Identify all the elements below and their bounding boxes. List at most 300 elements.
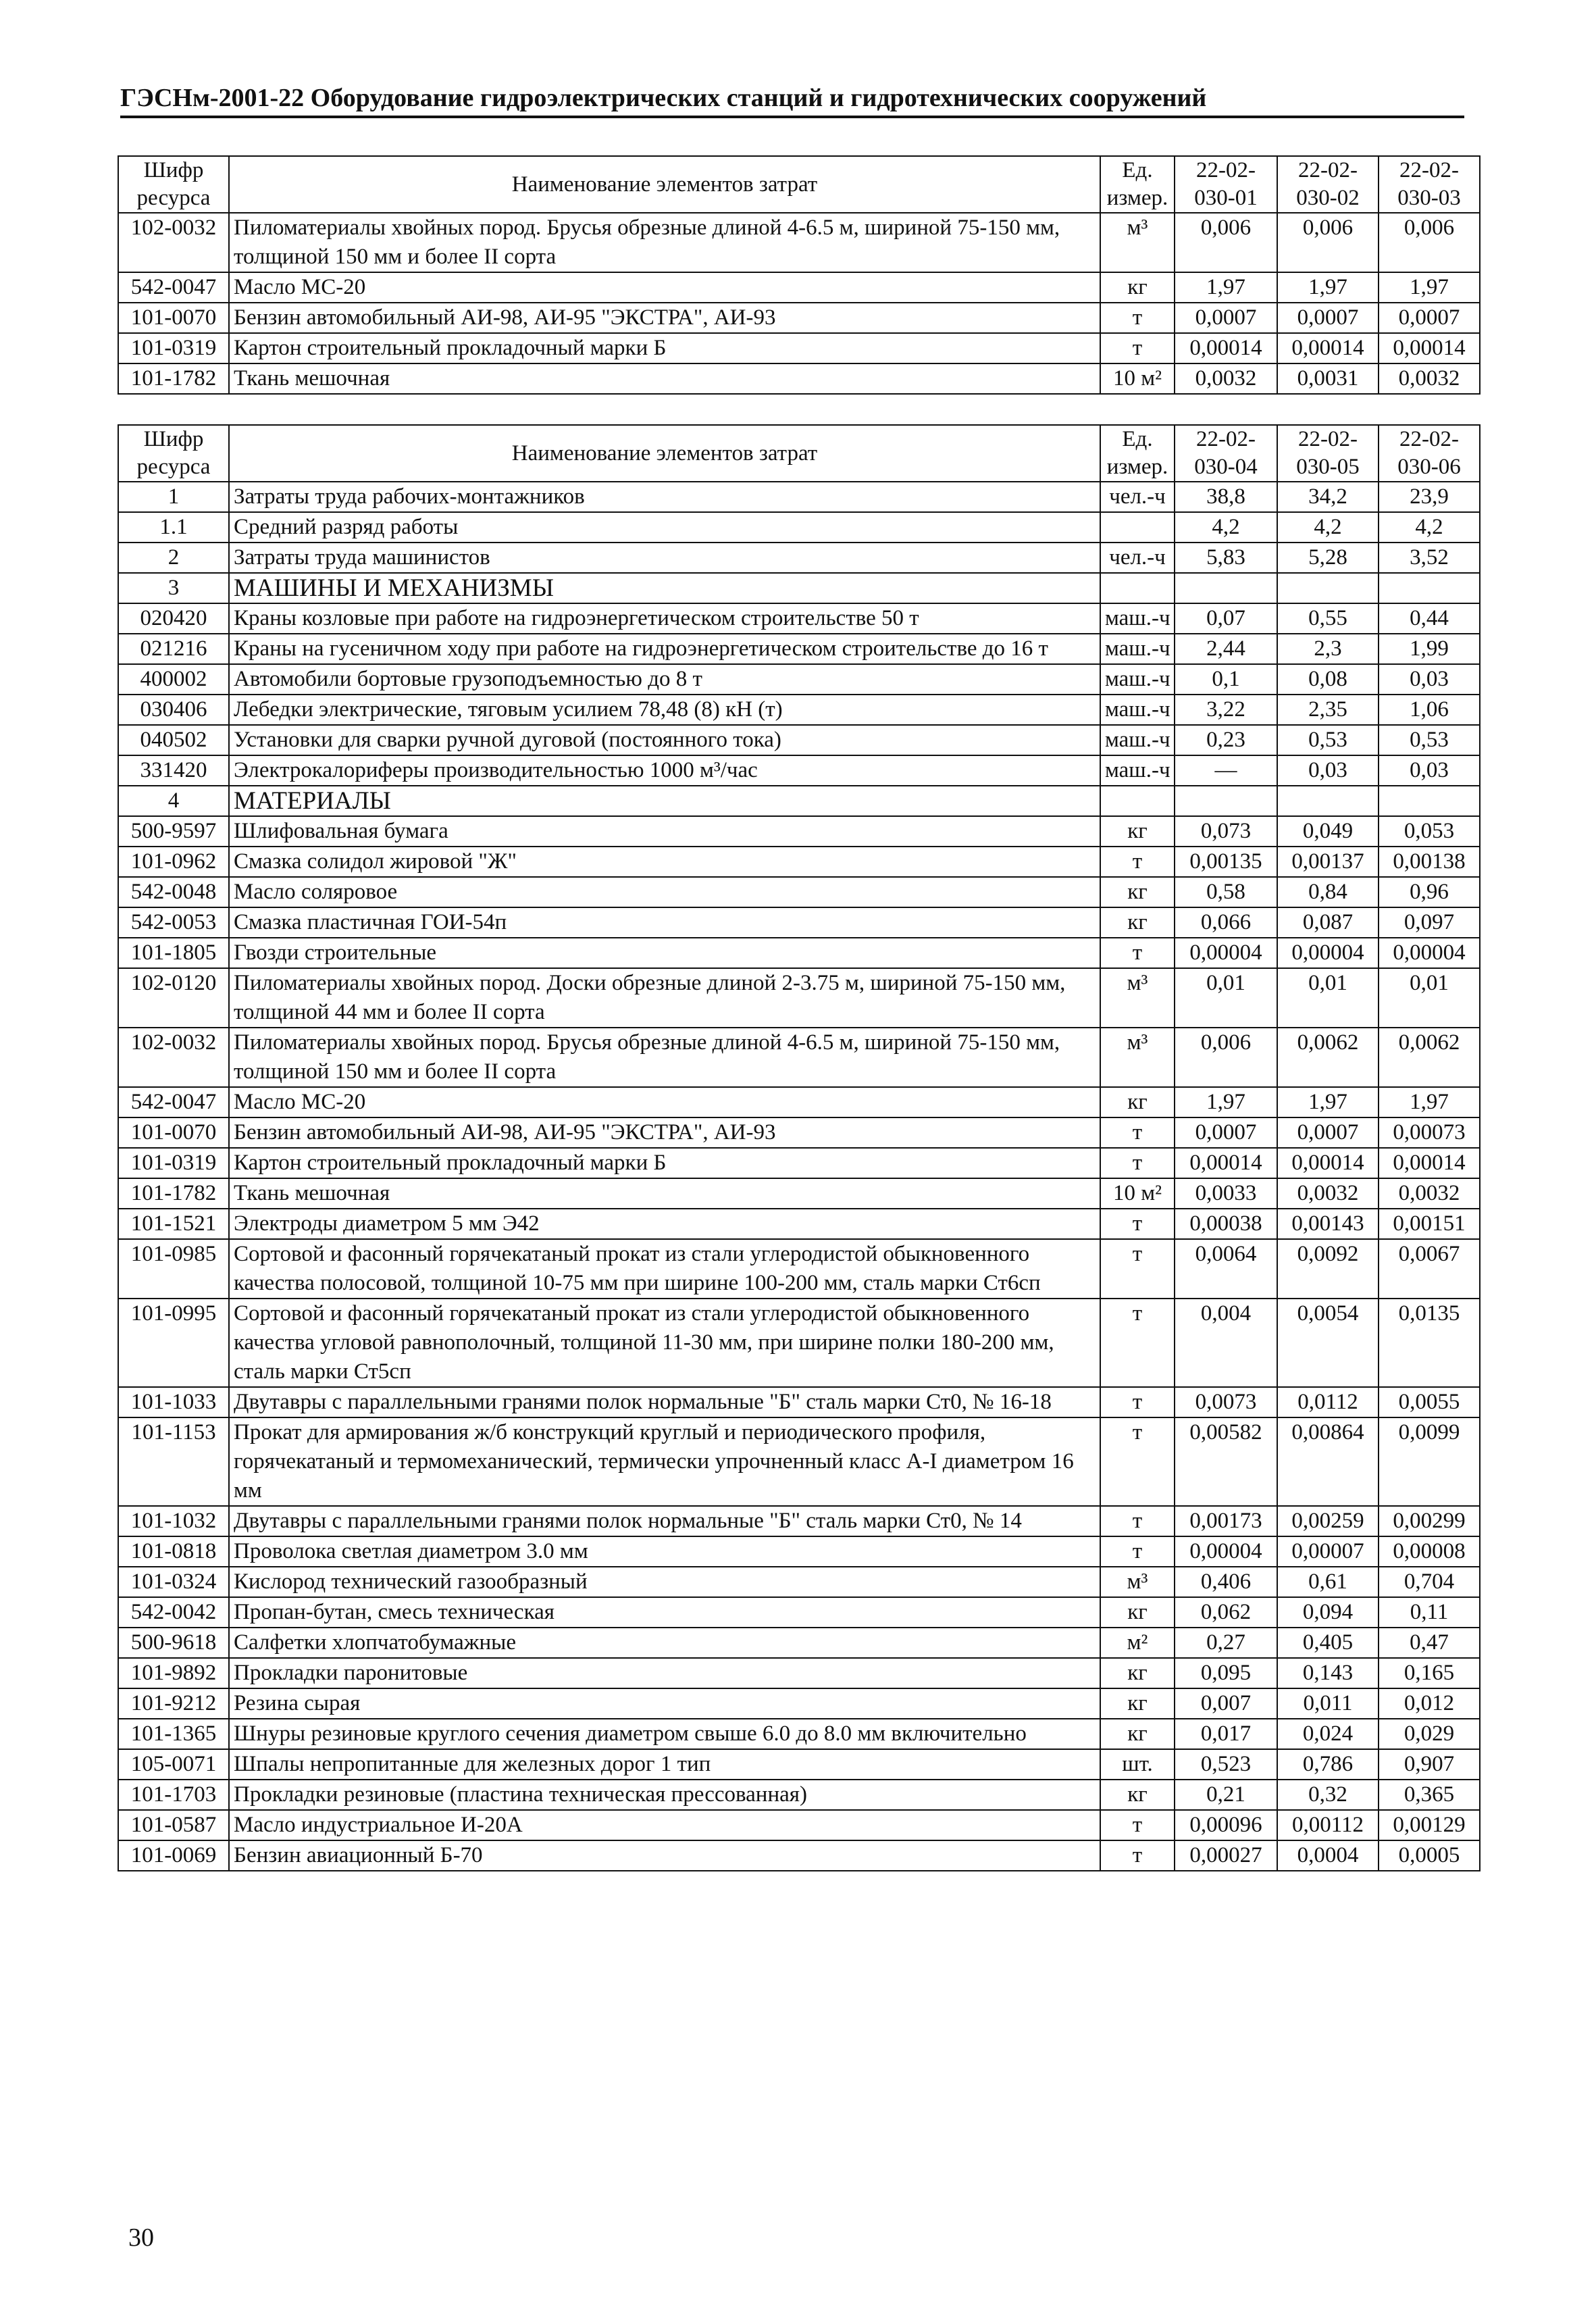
column-header-030-04: 22-02-030-04 — [1175, 425, 1277, 482]
value-col-3: 0,704 — [1379, 1567, 1480, 1597]
value-col-2: 0,00007 — [1277, 1536, 1379, 1567]
value-col-2: 0,84 — [1277, 877, 1379, 907]
unit-of-measure: маш.-ч — [1100, 664, 1175, 695]
value-col-2: 0,00004 — [1277, 938, 1379, 968]
value-col-2: 0,405 — [1277, 1628, 1379, 1658]
table-row — [118, 755, 1480, 786]
resource-code: 1 — [118, 482, 229, 512]
column-header-name: Наименование элементов затрат — [229, 425, 1100, 482]
value-col-2: 0,0031 — [1277, 363, 1379, 394]
unit-of-measure — [1100, 786, 1175, 816]
value-col-2: 0,03 — [1277, 755, 1379, 786]
value-col-2: 0,143 — [1277, 1658, 1379, 1688]
value-col-1: 0,0073 — [1175, 1387, 1277, 1417]
value-col-2: 0,00137 — [1277, 847, 1379, 877]
unit-of-measure: чел.-ч — [1100, 543, 1175, 573]
resource-code: 542-0047 — [118, 272, 229, 303]
value-col-3: 0,0007 — [1379, 303, 1480, 333]
value-col-3: 0,0062 — [1379, 1028, 1480, 1087]
table-row — [118, 1178, 1480, 1209]
unit-of-measure: маш.-ч — [1100, 634, 1175, 664]
resource-name: Затраты труда машинистов — [229, 543, 1100, 573]
value-col-3: 0,0099 — [1379, 1417, 1480, 1506]
value-col-1: 0,0064 — [1175, 1239, 1277, 1299]
unit-of-measure: т — [1100, 1506, 1175, 1536]
resource-code: 101-0995 — [118, 1299, 229, 1387]
resource-name: Ткань мешочная — [229, 363, 1100, 394]
column-header-name: Наименование элементов затрат — [229, 156, 1100, 213]
resource-name: Шлифовальная бумага — [229, 816, 1100, 847]
column-header-030-05: 22-02-030-05 — [1277, 425, 1379, 482]
table-row — [118, 573, 1480, 603]
resource-name: Гвозди строительные — [229, 938, 1100, 968]
value-col-2: 0,00014 — [1277, 333, 1379, 363]
resource-code: 101-0319 — [118, 333, 229, 363]
table-row — [118, 847, 1480, 877]
value-col-3: 0,012 — [1379, 1688, 1480, 1719]
resource-code: 105-0071 — [118, 1749, 229, 1780]
unit-of-measure: т — [1100, 1387, 1175, 1417]
unit-of-measure: т — [1100, 847, 1175, 877]
value-col-2: 0,024 — [1277, 1719, 1379, 1749]
value-col-2: 0,011 — [1277, 1688, 1379, 1719]
value-col-2: 34,2 — [1277, 482, 1379, 512]
resource-name: Прокат для армирования ж/б конструкций круглый и периодического профиля, горячекатаный и термомеханический, термически упрочненный класс А-I диаметром 16 мм — [229, 1417, 1100, 1506]
value-col-3: 0,03 — [1379, 664, 1480, 695]
resource-code: 101-0985 — [118, 1239, 229, 1299]
resource-name: Прокладки паронитовые — [229, 1658, 1100, 1688]
resource-code: 101-9212 — [118, 1688, 229, 1719]
unit-of-measure: т — [1100, 1117, 1175, 1148]
value-col-3: 0,53 — [1379, 725, 1480, 755]
resource-code: 101-0818 — [118, 1536, 229, 1567]
table-row — [118, 634, 1480, 664]
resource-name: Затраты труда рабочих-монтажников — [229, 482, 1100, 512]
value-col-3: 0,00299 — [1379, 1506, 1480, 1536]
value-col-3: 0,00129 — [1379, 1810, 1480, 1840]
value-col-2: 0,55 — [1277, 603, 1379, 634]
resource-code: 101-1782 — [118, 363, 229, 394]
unit-of-measure: т — [1100, 1209, 1175, 1239]
unit-of-measure — [1100, 573, 1175, 603]
value-col-2: 0,087 — [1277, 907, 1379, 938]
table-row — [118, 1810, 1480, 1840]
value-col-1: 0,00135 — [1175, 847, 1277, 877]
value-col-1: 0,095 — [1175, 1658, 1277, 1688]
value-col-2: 0,00143 — [1277, 1209, 1379, 1239]
value-col-3: 4,2 — [1379, 512, 1480, 543]
resource-code: 020420 — [118, 603, 229, 634]
value-col-3: 0,029 — [1379, 1719, 1480, 1749]
table-row — [118, 877, 1480, 907]
unit-of-measure: т — [1100, 938, 1175, 968]
value-col-3: 0,0005 — [1379, 1840, 1480, 1871]
table-row — [118, 816, 1480, 847]
resource-name: Электрокалориферы производительностью 1000 м³/час — [229, 755, 1100, 786]
value-col-3: 0,96 — [1379, 877, 1480, 907]
value-col-3: 0,0135 — [1379, 1299, 1480, 1387]
resource-code: 021216 — [118, 634, 229, 664]
unit-of-measure: кг — [1100, 877, 1175, 907]
unit-of-measure: т — [1100, 1840, 1175, 1871]
resource-name: Картон строительный прокладочный марки Б — [229, 333, 1100, 363]
resource-name: Сортовой и фасонный горячекатаный прокат из стали углеродистой обыкновенного качества полосовой, толщиной 10-75 мм при ширине 100-200 мм, сталь марки Ст6сп — [229, 1239, 1100, 1299]
resource-table-1 — [118, 155, 1481, 395]
value-col-1: 0,00173 — [1175, 1506, 1277, 1536]
value-col-1: 0,27 — [1175, 1628, 1277, 1658]
unit-of-measure: т — [1100, 1417, 1175, 1506]
unit-of-measure — [1100, 512, 1175, 543]
resource-name: Сортовой и фасонный горячекатаный прокат из стали углеродистой обыкновенного качества угловой равнополочный, толщиной 11-30 мм, при ширине полки 180-200 мм, сталь марки Ст5сп — [229, 1299, 1100, 1387]
resource-code: 101-1805 — [118, 938, 229, 968]
resource-name: Бензин автомобильный АИ-98, АИ-95 "ЭКСТРА", АИ-93 — [229, 1117, 1100, 1148]
value-col-1: 0,00004 — [1175, 938, 1277, 968]
value-col-3: 0,006 — [1379, 213, 1480, 272]
resource-code: 101-1782 — [118, 1178, 229, 1209]
value-col-3: 0,47 — [1379, 1628, 1480, 1658]
value-col-1: 3,22 — [1175, 695, 1277, 725]
resource-name: Масло соляровое — [229, 877, 1100, 907]
page-header: ГЭСНм-2001-22 Оборудование гидроэлектрических станций и гидротехнических сооружений — [120, 83, 1464, 118]
resource-name: Проволока светлая диаметром 3.0 мм — [229, 1536, 1100, 1567]
unit-of-measure: шт. — [1100, 1749, 1175, 1780]
unit-of-measure: маш.-ч — [1100, 725, 1175, 755]
resource-name: Краны козловые при работе на гидроэнергетическом строительстве 50 т — [229, 603, 1100, 634]
unit-of-measure: м³ — [1100, 213, 1175, 272]
resource-name: Салфетки хлопчатобумажные — [229, 1628, 1100, 1658]
value-col-2: 0,0054 — [1277, 1299, 1379, 1387]
unit-of-measure: м³ — [1100, 1028, 1175, 1087]
resource-name: Пиломатериалы хвойных пород. Доски обрезные длиной 2-3.75 м, шириной 75-150 мм, толщиной 44 мм и более II сорта — [229, 968, 1100, 1028]
value-col-1: 2,44 — [1175, 634, 1277, 664]
value-col-2: 5,28 — [1277, 543, 1379, 573]
value-col-1: 4,2 — [1175, 512, 1277, 543]
value-col-1: 0,017 — [1175, 1719, 1277, 1749]
resource-code: 101-0324 — [118, 1567, 229, 1597]
resource-code: 102-0032 — [118, 213, 229, 272]
resource-name: Установки для сварки ручной дуговой (постоянного тока) — [229, 725, 1100, 755]
value-col-1: 0,0007 — [1175, 1117, 1277, 1148]
table-row — [118, 938, 1480, 968]
table-row — [118, 1387, 1480, 1417]
table-row — [118, 1658, 1480, 1688]
unit-of-measure: т — [1100, 1536, 1175, 1567]
value-col-2: 0,00259 — [1277, 1506, 1379, 1536]
value-col-1 — [1175, 573, 1277, 603]
value-col-2 — [1277, 786, 1379, 816]
value-col-3: 0,0032 — [1379, 1178, 1480, 1209]
resource-name: Бензин авиационный Б-70 — [229, 1840, 1100, 1871]
resource-name: Смазка пластичная ГОИ-54п — [229, 907, 1100, 938]
resource-code: 101-0319 — [118, 1148, 229, 1178]
column-header-code: Шифр ресурса — [118, 425, 229, 482]
value-col-3: 1,99 — [1379, 634, 1480, 664]
unit-of-measure: кг — [1100, 1688, 1175, 1719]
value-col-2: 0,0032 — [1277, 1178, 1379, 1209]
value-col-1: 0,006 — [1175, 213, 1277, 272]
resource-code: 542-0048 — [118, 877, 229, 907]
value-col-3: 0,44 — [1379, 603, 1480, 634]
table-row — [118, 1028, 1480, 1087]
resource-code: 101-1033 — [118, 1387, 229, 1417]
value-col-2: 0,786 — [1277, 1749, 1379, 1780]
table-row — [118, 1688, 1480, 1719]
resource-name: МАШИНЫ И МЕХАНИЗМЫ — [229, 573, 1100, 603]
value-col-1: 1,97 — [1175, 1087, 1277, 1117]
table-row — [118, 482, 1480, 512]
unit-of-measure: маш.-ч — [1100, 755, 1175, 786]
resource-name: Пиломатериалы хвойных пород. Брусья обрезные длиной 4-6.5 м, шириной 75-150 мм, толщиной 150 мм и более II сорта — [229, 1028, 1100, 1087]
value-col-3: 0,00004 — [1379, 938, 1480, 968]
value-col-1: 0,07 — [1175, 603, 1277, 634]
value-col-2: 0,0007 — [1277, 303, 1379, 333]
resource-code: 101-0962 — [118, 847, 229, 877]
unit-of-measure: т — [1100, 303, 1175, 333]
resource-name: Лебедки электрические, тяговым усилием 78,48 (8) кН (т) — [229, 695, 1100, 725]
unit-of-measure: кг — [1100, 816, 1175, 847]
value-col-2: 0,53 — [1277, 725, 1379, 755]
value-col-3: 0,165 — [1379, 1658, 1480, 1688]
resource-name: Двутавры с параллельными гранями полок нормальные "Б" сталь марки Ст0, № 16-18 — [229, 1387, 1100, 1417]
unit-of-measure: кг — [1100, 1597, 1175, 1628]
table-row — [118, 725, 1480, 755]
value-col-1: 0,00014 — [1175, 1148, 1277, 1178]
value-col-3: 1,97 — [1379, 1087, 1480, 1117]
unit-of-measure: 10 м² — [1100, 1178, 1175, 1209]
value-col-2: 0,08 — [1277, 664, 1379, 695]
value-col-3: 23,9 — [1379, 482, 1480, 512]
value-col-1: 0,00014 — [1175, 333, 1277, 363]
resource-code: 542-0047 — [118, 1087, 229, 1117]
value-col-3: 0,11 — [1379, 1597, 1480, 1628]
table-row — [118, 695, 1480, 725]
value-col-1: 0,00027 — [1175, 1840, 1277, 1871]
unit-of-measure: кг — [1100, 1780, 1175, 1810]
table-row — [118, 1780, 1480, 1810]
resource-name: Автомобили бортовые грузоподъемностью до 8 т — [229, 664, 1100, 695]
value-col-3: 0,00008 — [1379, 1536, 1480, 1567]
value-col-1: 0,007 — [1175, 1688, 1277, 1719]
value-col-1: 0,00004 — [1175, 1536, 1277, 1567]
table-row — [118, 512, 1480, 543]
resource-name: Кислород технический газообразный — [229, 1567, 1100, 1597]
value-col-2: 2,3 — [1277, 634, 1379, 664]
resource-name: Бензин автомобильный АИ-98, АИ-95 "ЭКСТРА", АИ-93 — [229, 303, 1100, 333]
value-col-2: 0,61 — [1277, 1567, 1379, 1597]
value-col-2: 0,0004 — [1277, 1840, 1379, 1871]
value-col-2: 0,0092 — [1277, 1239, 1379, 1299]
resource-code: 4 — [118, 786, 229, 816]
value-col-2: 0,01 — [1277, 968, 1379, 1028]
resource-code: 542-0042 — [118, 1597, 229, 1628]
unit-of-measure: т — [1100, 1239, 1175, 1299]
table-1-body — [118, 213, 1480, 394]
value-col-2: 0,0112 — [1277, 1387, 1379, 1417]
resource-name: Смазка солидол жировой "Ж" — [229, 847, 1100, 877]
value-col-2: 0,00014 — [1277, 1148, 1379, 1178]
value-col-3: 0,0067 — [1379, 1239, 1480, 1299]
table-row — [118, 1209, 1480, 1239]
value-col-1: 1,97 — [1175, 272, 1277, 303]
value-col-2: 0,00112 — [1277, 1810, 1379, 1840]
value-col-3: 1,06 — [1379, 695, 1480, 725]
value-col-3 — [1379, 573, 1480, 603]
table-row — [118, 1417, 1480, 1506]
resource-name: Средний разряд работы — [229, 512, 1100, 543]
value-col-2: 0,049 — [1277, 816, 1379, 847]
table-2-body — [118, 482, 1480, 1871]
value-col-3: 0,053 — [1379, 816, 1480, 847]
resource-code: 101-9892 — [118, 1658, 229, 1688]
value-col-2: 0,006 — [1277, 213, 1379, 272]
value-col-3: 0,0032 — [1379, 363, 1480, 394]
value-col-2: 0,0007 — [1277, 1117, 1379, 1148]
resource-code: 542-0053 — [118, 907, 229, 938]
table-row — [118, 907, 1480, 938]
unit-of-measure: чел.-ч — [1100, 482, 1175, 512]
unit-of-measure: кг — [1100, 1087, 1175, 1117]
unit-of-measure: маш.-ч — [1100, 695, 1175, 725]
value-col-2: 0,32 — [1277, 1780, 1379, 1810]
value-col-2: 1,97 — [1277, 272, 1379, 303]
resource-code: 101-0587 — [118, 1810, 229, 1840]
table-row — [118, 603, 1480, 634]
resource-code: 2 — [118, 543, 229, 573]
value-col-3: 0,0055 — [1379, 1387, 1480, 1417]
resource-name: Масло МС-20 — [229, 1087, 1100, 1117]
table-row — [118, 363, 1480, 394]
column-header-030-02: 22-02-030-02 — [1277, 156, 1379, 213]
value-col-3: 0,00138 — [1379, 847, 1480, 877]
resource-code: 101-1703 — [118, 1780, 229, 1810]
value-col-3: 0,00014 — [1379, 333, 1480, 363]
column-header-code: Шифр ресурса — [118, 156, 229, 213]
resource-code: 500-9618 — [118, 1628, 229, 1658]
column-header-030-06: 22-02-030-06 — [1379, 425, 1480, 482]
resource-name: Электроды диаметром 5 мм Э42 — [229, 1209, 1100, 1239]
value-col-2 — [1277, 573, 1379, 603]
value-col-3: 0,00073 — [1379, 1117, 1480, 1148]
value-col-3: 0,365 — [1379, 1780, 1480, 1810]
value-col-1: — — [1175, 755, 1277, 786]
resource-code: 3 — [118, 573, 229, 603]
value-col-1: 5,83 — [1175, 543, 1277, 573]
unit-of-measure: кг — [1100, 1658, 1175, 1688]
unit-of-measure: м³ — [1100, 968, 1175, 1028]
resource-name: Картон строительный прокладочный марки Б — [229, 1148, 1100, 1178]
resource-name: Двутавры с параллельными гранями полок нормальные "Б" сталь марки Ст0, № 14 — [229, 1506, 1100, 1536]
table-row — [118, 543, 1480, 573]
value-col-1: 0,01 — [1175, 968, 1277, 1028]
resource-code: 040502 — [118, 725, 229, 755]
table-row — [118, 1719, 1480, 1749]
page-number: 30 — [128, 2223, 154, 2252]
value-col-3: 3,52 — [1379, 543, 1480, 573]
unit-of-measure: т — [1100, 1810, 1175, 1840]
table-row — [118, 1628, 1480, 1658]
table-row — [118, 1239, 1480, 1299]
table-row — [118, 1840, 1480, 1871]
table-row — [118, 333, 1480, 363]
value-col-1 — [1175, 786, 1277, 816]
value-col-3: 1,97 — [1379, 272, 1480, 303]
unit-of-measure: 10 м² — [1100, 363, 1175, 394]
resource-code: 331420 — [118, 755, 229, 786]
column-header-unit: Ед. измер. — [1100, 425, 1175, 482]
table-row — [118, 786, 1480, 816]
table-row — [118, 1506, 1480, 1536]
table-row — [118, 1567, 1480, 1597]
value-col-3: 0,01 — [1379, 968, 1480, 1028]
table-row — [118, 1536, 1480, 1567]
resource-name: Пиломатериалы хвойных пород. Брусья обрезные длиной 4-6.5 м, шириной 75-150 мм, толщиной 150 мм и более II сорта — [229, 213, 1100, 272]
resource-name: Шпалы непропитанные для железных дорог 1 тип — [229, 1749, 1100, 1780]
value-col-1: 38,8 — [1175, 482, 1277, 512]
table-row — [118, 1148, 1480, 1178]
column-header-unit: Ед. измер. — [1100, 156, 1175, 213]
value-col-1: 0,58 — [1175, 877, 1277, 907]
value-col-3: 0,097 — [1379, 907, 1480, 938]
value-col-1: 0,0033 — [1175, 1178, 1277, 1209]
value-col-1: 0,0032 — [1175, 363, 1277, 394]
table-row — [118, 1117, 1480, 1148]
value-col-2: 0,094 — [1277, 1597, 1379, 1628]
resource-code: 400002 — [118, 664, 229, 695]
resource-code: 101-0070 — [118, 1117, 229, 1148]
resource-code: 101-1153 — [118, 1417, 229, 1506]
value-col-3: 0,00151 — [1379, 1209, 1480, 1239]
value-col-1: 0,062 — [1175, 1597, 1277, 1628]
value-col-1: 0,00096 — [1175, 1810, 1277, 1840]
resource-table-2 — [118, 424, 1481, 1871]
resource-code: 101-0069 — [118, 1840, 229, 1871]
column-header-030-01: 22-02-030-01 — [1175, 156, 1277, 213]
value-col-3: 0,00014 — [1379, 1148, 1480, 1178]
table-row — [118, 664, 1480, 695]
table-row — [118, 1087, 1480, 1117]
unit-of-measure: кг — [1100, 272, 1175, 303]
resource-code: 1.1 — [118, 512, 229, 543]
value-col-3 — [1379, 786, 1480, 816]
resource-name: Резина сырая — [229, 1688, 1100, 1719]
value-col-1: 0,00582 — [1175, 1417, 1277, 1506]
table-row — [118, 272, 1480, 303]
value-col-2: 0,00864 — [1277, 1417, 1379, 1506]
value-col-1: 0,523 — [1175, 1749, 1277, 1780]
value-col-2: 4,2 — [1277, 512, 1379, 543]
resource-name: Масло индустриальное И-20А — [229, 1810, 1100, 1840]
value-col-1: 0,004 — [1175, 1299, 1277, 1387]
value-col-1: 0,1 — [1175, 664, 1277, 695]
resource-code: 102-0032 — [118, 1028, 229, 1087]
value-col-1: 0,066 — [1175, 907, 1277, 938]
resource-name: Пропан-бутан, смесь техническая — [229, 1597, 1100, 1628]
resource-name: Шнуры резиновые круглого сечения диаметром свыше 6.0 до 8.0 мм включительно — [229, 1719, 1100, 1749]
unit-of-measure: кг — [1100, 1719, 1175, 1749]
column-header-030-03: 22-02-030-03 — [1379, 156, 1480, 213]
table-row — [118, 1597, 1480, 1628]
unit-of-measure: м³ — [1100, 1567, 1175, 1597]
resource-code: 102-0120 — [118, 968, 229, 1028]
unit-of-measure: т — [1100, 1148, 1175, 1178]
value-col-3: 0,03 — [1379, 755, 1480, 786]
value-col-1: 0,406 — [1175, 1567, 1277, 1597]
resource-name: Ткань мешочная — [229, 1178, 1100, 1209]
resource-name: Масло МС-20 — [229, 272, 1100, 303]
resource-code: 101-1032 — [118, 1506, 229, 1536]
resource-name: Прокладки резиновые (пластина техническая прессованная) — [229, 1780, 1100, 1810]
resource-code: 101-1521 — [118, 1209, 229, 1239]
